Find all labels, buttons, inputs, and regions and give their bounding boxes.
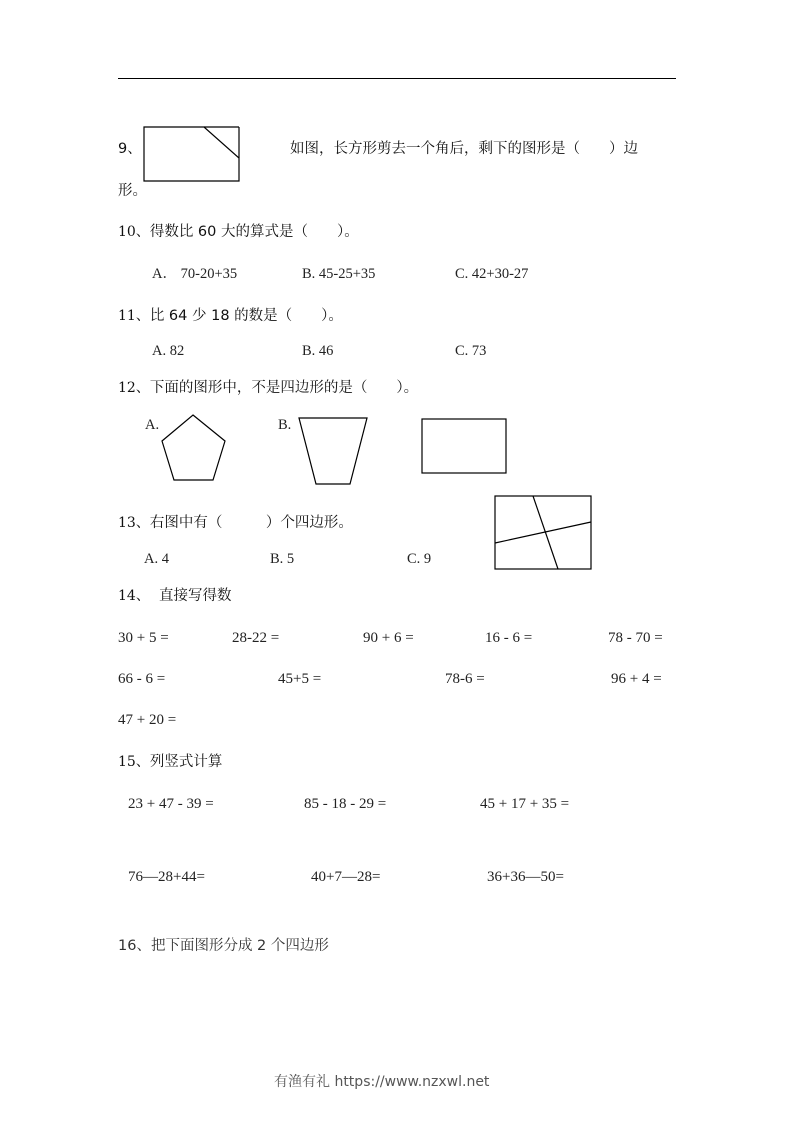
q15-number: 15、	[118, 754, 150, 770]
q9-text-continued: 形。	[118, 183, 147, 199]
q14-number: 14、	[118, 588, 150, 604]
q14-expr: 30 + 5 =	[118, 630, 169, 646]
q14-expr: 47 + 20 =	[118, 712, 177, 728]
q13-option-c: C. 9	[407, 551, 432, 567]
q10-option-a: A． 70-20+35	[152, 266, 238, 282]
q15-expr: 85 - 18 - 29 =	[304, 796, 387, 812]
q14-expr: 96 + 4 =	[611, 671, 662, 687]
q12-option-b-label: B.	[278, 417, 292, 433]
q13-number: 13、	[118, 515, 150, 531]
q14-expr: 66 - 6 =	[118, 671, 166, 687]
q14-expr: 45+5 =	[278, 671, 322, 687]
q9-text: 如图，长方形剪去一个角后，剩下的图形是（ ）边	[290, 141, 638, 157]
q11-option-a: A. 82	[152, 343, 185, 359]
q15-expr: 45 + 17 + 35 =	[480, 796, 570, 812]
q9-number: 9、	[118, 141, 142, 157]
q15-expr: 76—28+44=	[128, 869, 205, 885]
q15-expr: 23 + 47 - 39 =	[128, 796, 214, 812]
footer-watermark: 有渔有礼 https://www.nzxwl.net	[274, 1074, 490, 1090]
q14-text: 直接写得数	[159, 588, 232, 604]
q14-expr: 90 + 6 =	[363, 630, 414, 646]
q16-number: 16、	[118, 938, 151, 954]
q14-expr: 78-6 =	[445, 671, 485, 687]
q16-text: 把下面图形分成 2 个四边形	[150, 938, 329, 954]
q10-option-c: C. 42+30-27	[455, 266, 529, 282]
q13-option-a: A. 4	[144, 551, 169, 567]
q14-expr: 78 - 70 =	[608, 630, 663, 646]
q15-expr: 36+36—50=	[487, 869, 564, 885]
q11-number: 11、	[118, 308, 150, 324]
q15-text: 列竖式计算	[149, 754, 223, 770]
q12-number: 12、	[118, 380, 150, 396]
q11-option-c: C. 73	[455, 343, 487, 359]
q12-option-a-label: A.	[145, 417, 160, 433]
q10-option-b: B. 45-25+35	[302, 266, 376, 282]
q11-option-b: B. 46	[302, 343, 334, 359]
q13-option-b: B. 5	[270, 551, 295, 567]
q13-text: 右图中有（ ）个四边形。	[149, 515, 353, 531]
q11-text: 比 64 少 18 的数是（ ）。	[149, 308, 343, 324]
q10-text: 得数比 60 大的算式是（ ）。	[149, 224, 359, 240]
q14-expr: 16 - 6 =	[485, 630, 533, 646]
q15-expr: 40+7—28=	[311, 869, 381, 885]
q12-text: 下面的图形中，不是四边形的是（ ）。	[149, 380, 419, 396]
q10-number: 10、	[118, 224, 150, 240]
q14-expr: 28-22 =	[232, 630, 280, 646]
